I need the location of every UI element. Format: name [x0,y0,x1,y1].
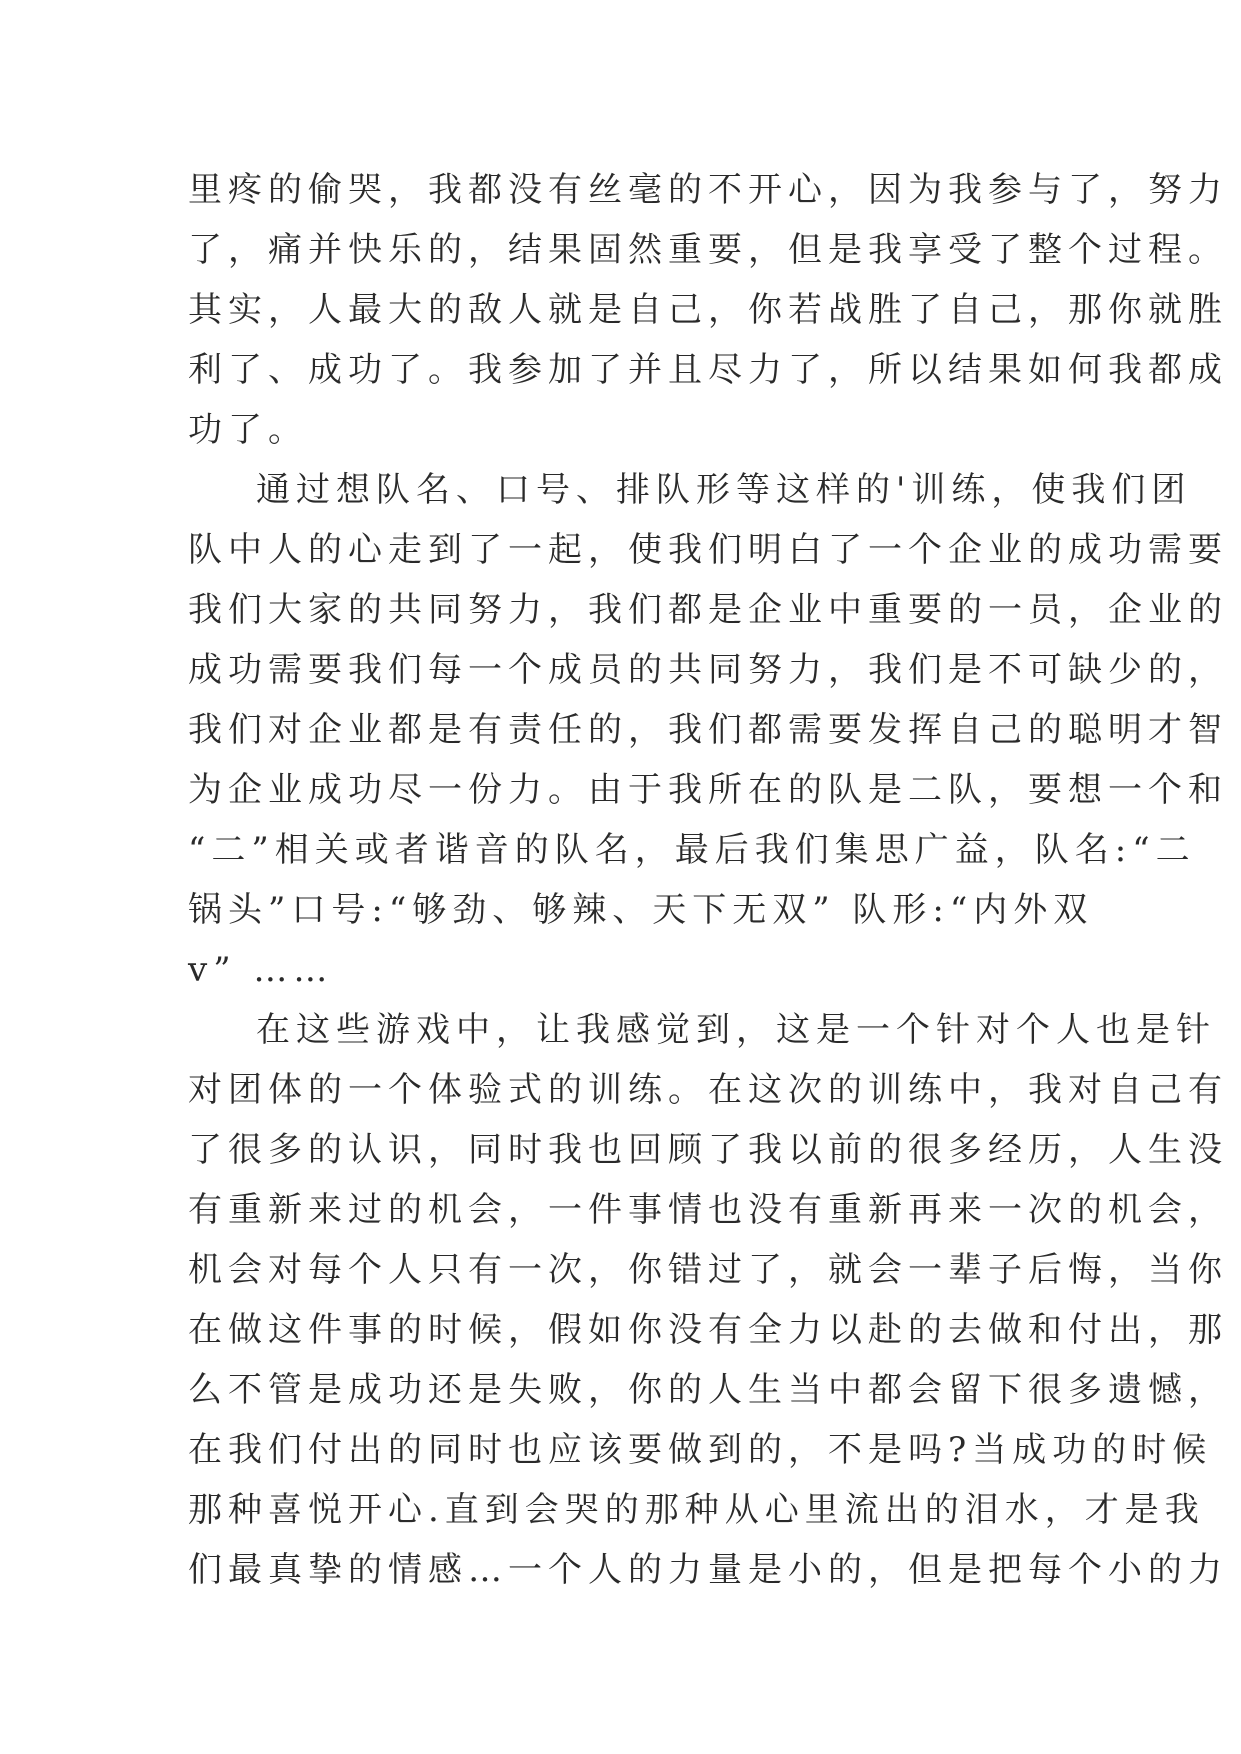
paragraph-1 [188,160,1228,460]
text-line: 里疼的偷哭，我都没有丝毫的不开心，因为我参与了，努力 [188,170,1228,210]
text-line: 么不管是成功还是失败，你的人生当中都会留下很多遗憾， [188,1370,1228,1410]
text-line: 利了、成功了。我参加了并且尽力了，所以结果如何我都成 [188,350,1228,390]
text-line: 锅头”口号:“够劲、够辣、天下无双” 队形:“内外双 [188,890,1094,930]
text-line: v” …… [188,950,334,990]
text-line: 在我们付出的同时也应该要做到的，不是吗?当成功的时候 [188,1430,1213,1470]
text-line: 机会对每个人只有一次，你错过了，就会一辈子后悔，当你 [188,1250,1228,1290]
paragraph-2 [188,460,1228,1000]
text-line-indented: 在这些游戏中，让我感觉到，这是一个针对个人也是针 [256,1010,1216,1050]
text-line: 我们大家的共同努力，我们都是企业中重要的一员，企业的 [188,590,1228,630]
text-line: 其实，人最大的敌人就是自己，你若战胜了自己，那你就胜 [188,290,1228,330]
text-line: 那种喜悦开心.直到会哭的那种从心里流出的泪水，才是我 [188,1490,1205,1530]
body-text [188,160,1228,1600]
text-line: 为企业成功尽一份力。由于我所在的队是二队，要想一个和 [188,770,1228,810]
text-line: “二”相关或者谐音的队名，最后我们集思广益，队名:“二 [188,830,1196,870]
text-line-indented: 通过想队名、口号、排队形等这样的'训练，使我们团 [256,470,1192,510]
text-line: 对团体的一个体验式的训练。在这次的训练中，我对自己有 [188,1070,1228,1110]
text-line: 们最真挚的情感…一个人的力量是小的，但是把每个小的力 [188,1550,1228,1590]
text-line: 功了。 [188,410,308,450]
text-line: 在做这件事的时候，假如你没有全力以赴的去做和付出，那 [188,1310,1228,1350]
text-line: 我们对企业都是有责任的，我们都需要发挥自己的聪明才智 [188,710,1228,750]
paragraph-3 [188,1000,1228,1600]
text-line: 队中人的心走到了一起，使我们明白了一个企业的成功需要 [188,530,1228,570]
text-line: 有重新来过的机会，一件事情也没有重新再来一次的机会， [188,1190,1228,1230]
text-line: 了，痛并快乐的，结果固然重要，但是我享受了整个过程。 [188,230,1228,270]
text-line: 成功需要我们每一个成员的共同努力，我们是不可缺少的， [188,650,1228,690]
text-line: 了很多的认识，同时我也回顾了我以前的很多经历，人生没 [188,1130,1228,1170]
